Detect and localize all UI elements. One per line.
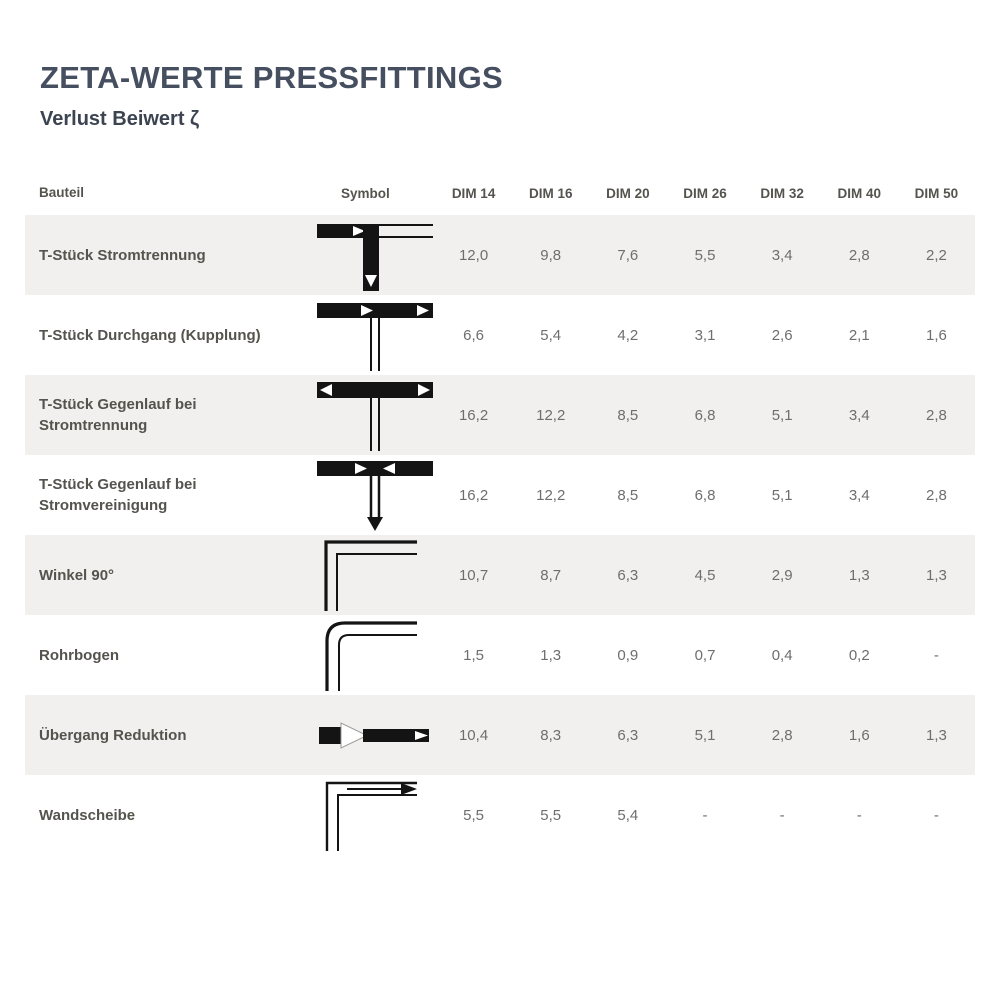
zeta-value: 5,5 [694,246,716,264]
zeta-value: 3,1 [694,326,716,344]
zeta-value: 8,3 [540,726,562,744]
reduction-transition-icon [313,697,435,773]
col-header-dim14: DIM 14 [451,185,496,201]
table-row [25,295,975,375]
zeta-value: 2,1 [848,326,870,344]
zeta-value: 5,5 [540,806,562,824]
zeta-value: 16,2 [458,406,489,424]
bauteil-label: T-Stück Stromtrennung [39,246,206,264]
col-header-dim40: DIM 40 [837,185,882,201]
zeta-value: 1,3 [925,566,947,584]
zeta-value: 1,3 [540,646,562,664]
zeta-value: 12,2 [536,406,566,424]
zeta-value: 3,4 [771,246,793,264]
page-header [0,0,1000,131]
zeta-value: 6,3 [617,566,639,584]
table-row [25,375,975,455]
zeta-value: 4,5 [694,566,716,584]
tee-counterflow-separation-icon [313,377,435,453]
zeta-value: 12,2 [536,486,566,504]
bauteil-label: T-Stück Gegenlauf bei Stromtrennung [39,396,197,434]
zeta-values-table [25,171,975,855]
bauteil-label: Wandscheibe [39,806,136,824]
zeta-value: 2,8 [925,486,947,504]
tee-counterflow-junction-icon [313,457,435,533]
zeta-value: 2,9 [771,566,793,584]
page-title: ZETA-WERTE PRESSFITTINGS [40,60,504,95]
zeta-value: 5,1 [771,406,793,424]
zeta-value: 1,6 [848,726,870,744]
zeta-value: 1,3 [925,726,947,744]
zeta-value: 8,7 [540,566,562,584]
zeta-value: 2,2 [925,246,947,264]
table-row [25,455,975,535]
table-row [25,695,975,775]
zeta-value: 8,5 [617,486,639,504]
bauteil-label: T-Stück Gegenlauf bei Stromvereinigung [39,476,197,514]
bauteil-label: Winkel 90° [39,566,115,584]
elbow-90-icon [313,537,435,613]
zeta-value: 1,6 [925,326,947,344]
table-row [25,535,975,615]
table-header-row [25,171,975,215]
zeta-value: 2,6 [771,326,793,344]
zeta-value: - [702,806,708,824]
zeta-value: 0,4 [771,646,793,664]
bauteil-label: Übergang Reduktion [39,726,187,744]
zeta-value: - [933,806,939,824]
zeta-value: 0,7 [694,646,716,664]
zeta-value: 10,4 [458,726,489,744]
bauteil-label: T-Stück Durchgang (Kupplung) [39,326,261,344]
zeta-value: 2,8 [848,246,870,264]
zeta-value: 3,4 [848,406,870,424]
zeta-value: 5,5 [463,806,484,824]
zeta-value: 2,8 [925,406,947,424]
zeta-value: 6,8 [694,486,716,504]
zeta-value: 7,6 [617,246,639,264]
zeta-value: 5,1 [694,726,716,744]
zeta-value: - [933,646,939,664]
zeta-value: 5,1 [771,486,793,504]
table-row [25,615,975,695]
zeta-value: 0,2 [848,646,870,664]
zeta-value: - [856,806,862,824]
zeta-value: 9,8 [540,246,562,264]
zeta-value: 4,2 [617,326,639,344]
zeta-value: 2,8 [771,726,793,744]
table-row [25,775,975,855]
zeta-value: - [779,806,785,824]
zeta-value: 6,3 [617,726,639,744]
zeta-value: 6,6 [463,326,484,344]
zeta-value: 12,0 [458,246,489,264]
zeta-value: 0,9 [617,646,639,664]
col-header-dim50: DIM 50 [914,185,959,201]
col-header-bauteil: Bauteil [39,184,85,200]
zeta-value: 1,5 [463,646,484,664]
col-header-dim32: DIM 32 [760,185,804,201]
zeta-value: 1,3 [848,566,870,584]
zeta-value: 8,5 [617,406,639,424]
pipe-bend-icon [313,617,435,693]
zeta-value: 5,4 [540,326,562,344]
col-header-dim16: DIM 16 [528,185,573,201]
tee-passthrough-coupling-icon [313,297,435,373]
col-header-symbol: Symbol [341,185,390,201]
bauteil-label: Rohrbogen [39,646,119,664]
zeta-value: 10,7 [458,566,489,584]
zeta-value: 3,4 [848,486,870,504]
zeta-value: 16,2 [458,486,489,504]
zeta-value: 6,8 [694,406,716,424]
col-header-dim20: DIM 20 [606,185,650,201]
zeta-value: 5,4 [617,806,639,824]
wall-plate-elbow-icon [313,777,435,853]
table-row [25,215,975,295]
page-subtitle: Verlust Beiwert ζ [40,108,200,130]
col-header-dim26: DIM 26 [683,185,727,201]
tee-flow-separation-icon [313,217,435,293]
